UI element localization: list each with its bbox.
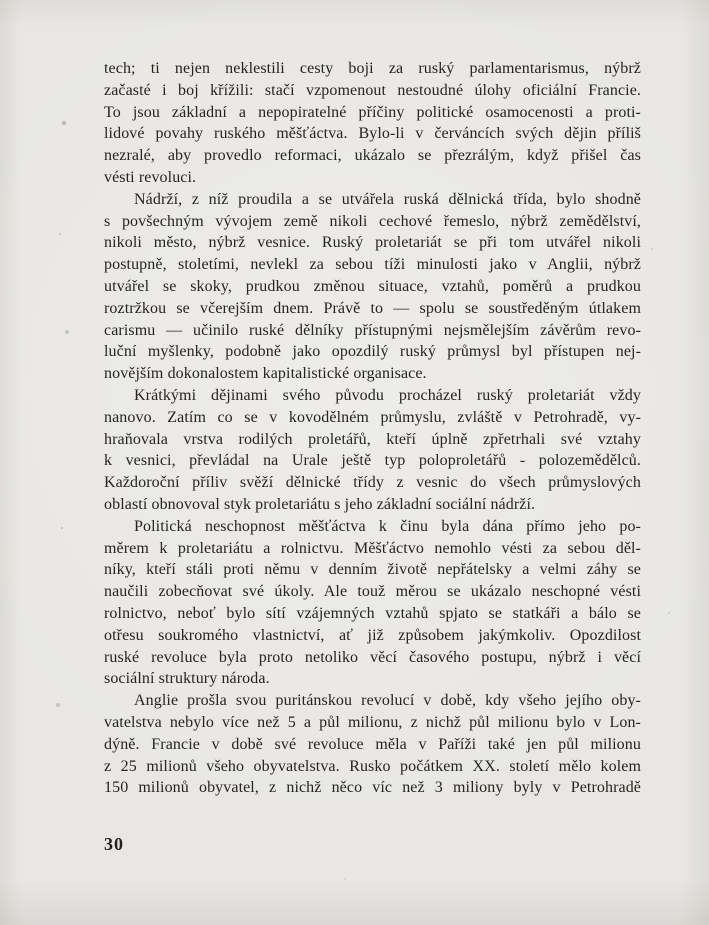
text-line: Každoroční příliv svěží dělnické třídy z vesnic do všech průmyslových (104, 474, 641, 492)
text-block (104, 58, 641, 799)
text-line: s povšechným vývojem země nikoli cechové řemeslo, nýbrž zemědělství, (104, 212, 641, 230)
text-line: vésti revoluci. (104, 168, 197, 186)
text-line: novějším dokonalostem kapitalistické organisace. (104, 365, 427, 383)
text-line: luční myšlenky, podobně jako opozdilý ruský průmysl byl přístupen nej- (104, 343, 641, 361)
paragraph (104, 690, 641, 799)
text-line: začasté i boj křížili: stačí vzpomenout nestoudné úlohy oficiální Francie. (104, 81, 641, 99)
text-line: hraňovala vrstva rodilých proletářů, kteří úplně zpřetrhali své vztahy (104, 430, 641, 448)
text-line: dýně. Francie v době své revoluce měla v Paříži také jen půl milionu (104, 735, 641, 753)
paragraph (104, 189, 641, 385)
paragraph (104, 58, 641, 189)
text-line: měrem k proletariátu a rolnictvu. Měšťáctvo nemohlo vésti za sebou děl- (104, 539, 641, 557)
text-line: tech; ti nejen neklestili cesty boji za ruský parlamentarismus, nýbrž (104, 60, 641, 77)
text-line: carismu — učinilo ruské dělníky přístupnými nejsmělejším závěrům revo- (104, 321, 641, 339)
text-line: vatelstva nebylo více než 5 a půl milionu, z nichž půl milionu bylo v Lon- (104, 713, 641, 731)
text-line: níky, kteří stáli proti němu v denním životě nepřátelsky a velmi záhy se (104, 561, 641, 579)
text-line: k vesnici, převládal na Urale ještě typ poloproletářů - polozemědělců. (104, 452, 641, 470)
text-line: Politická neschopnost měšťáctva k činu byla dána přímo jeho po- (134, 517, 641, 535)
text-line: Nádrží, z níž proudila a se utvářela ruská dělnická třída, bylo shodně (134, 190, 641, 208)
text-line: Anglie prošla svou puritánskou revolucí v době, kdy všeho jejího oby- (134, 692, 641, 710)
text-line: utvářel se skoky, prudkou změnou situace, vztahů, poměrů a prudkou (104, 277, 641, 295)
page-number: 30 (104, 834, 124, 854)
text-line: nanovo. Zatím co se v kovodělném průmyslu, zvláště v Petrohradě, vy- (104, 408, 641, 426)
text-line: rolnictvo, neboť bylo sítí vzájemných vztahů spjato se statkáři a bálo se (104, 604, 641, 622)
text-line: oblastí obnovoval styk proletariátu s jeho základní sociální nádrží. (104, 495, 536, 513)
paragraph (104, 516, 641, 690)
text-line: roztržkou se včerejším dnem. Právě to — spolu se soustředěným útlakem (104, 299, 641, 317)
text-line: To jsou základní a nepopiratelné příčiny politické osamocenosti a proti- (104, 103, 641, 121)
text-line: lidové povahy ruského měšťáctva. Bylo-li v červáncích svých dějin příliš (104, 125, 641, 143)
text-line: postupně, stoletími, nevlekl za sebou tíži minulosti jako v Anglii, nýbrž (104, 256, 641, 274)
paper-speckles (0, 0, 2, 2)
text-line: naučili zobecňovat své úkoly. Ale touž měrou se ukázalo neschopné vésti (104, 583, 641, 601)
paragraph (104, 385, 641, 516)
text-line: ruské revoluce byla proto netoliko věcí časového postupu, nýbrž i věcí (104, 648, 641, 666)
text-line: sociální struktury národa. (104, 670, 270, 688)
text-line: nikoli město, nýbrž vesnice. Ruský proletariát se při tom utvářel nikoli (104, 234, 641, 252)
text-line: z 25 milionů všeho obyvatelstva. Rusko počátkem XX. století mělo kolem (104, 757, 641, 775)
text-line: nezralé, aby provedlo reformaci, ukázalo se přezrálým, když přišel čas (104, 147, 641, 165)
text-line: Krátkými dějinami svého původu procházel ruský proletariát vždy (134, 386, 641, 404)
text-line: 150 milionů obyvatel, z nichž něco víc než 3 miliony byly v Petrohradě (104, 779, 641, 797)
text-line: otřesu soukromého vlastnictví, ať již způsobem jakýmkoliv. Opozdilost (104, 626, 641, 644)
